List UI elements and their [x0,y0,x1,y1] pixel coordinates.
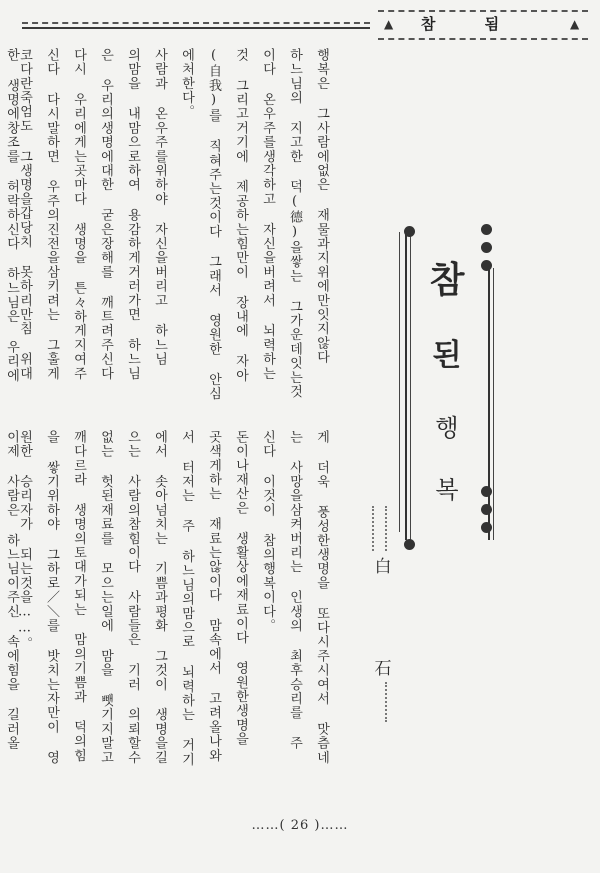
text-column: 원한 승리자가 되는것을……。 [17,430,32,651]
ornament-dot [481,522,492,533]
article-title-char: 행 [435,414,459,442]
ornament-dot [481,224,492,235]
text-column: 코다란죽엄도 그생명을갑당치 못하리만침 위대 [17,48,32,381]
header-rule-left-solid [22,27,370,29]
text-column: 서 터저는 주 하느님의맘으로 뇌력하는 거기 [179,430,194,767]
text-column: 하느님의 지고한 덕(德)을쌓는 그가운데잇는것 [287,48,302,399]
text-column: 으는 사람의참힘이다 사람들은 기러 의뢰할수 [125,430,140,765]
text-column: 곳색게하는 재료는않이다 맘속에서 고려올나와 [206,430,221,763]
ornament-dot [481,504,492,515]
text-column: 는 사망을삼켜버리는 인생의 최후승리를 주 [287,430,302,751]
header-rule-left [22,22,370,24]
text-column: 한 생명에창조를 허락하신다 하느님은 우리에 [4,48,19,383]
ornament-dot [481,260,492,271]
text-column: 게 더욱 풍성한생명을 또다시주시여서 맛츰네 [314,430,329,765]
title-frame-rule [399,232,400,532]
author-char: 石 [374,659,392,679]
text-column: 이제 사람은 하느님이주신 속에힘을 길러올 [4,430,19,751]
article-title-char: 참 [429,259,465,301]
header-right-triangle-icon: ▲ [570,17,580,31]
text-column: 에처한다。 [179,48,194,119]
text-column: 행복은 그사람에없은 재물과지위에만잇지않다 [314,48,329,365]
ornament-dot [404,226,415,237]
text-column: 사람과 온우주를위하야 자신을버리고 하느님 [152,48,167,367]
text-column: 신다 다시말하면 우주의진전을삼키려는 그훌게 [44,48,59,381]
article-title-char: 복 [435,476,459,504]
text-column: 신다 이것이 참의행복이다。 [260,430,275,633]
text-column: (自我)를 직혀주는것이다 그래서 영원한 안심 [206,48,221,401]
text-column: 은 우리의생명에대한 굳은장해를 깨트려주신다 [98,48,113,381]
text-column: 이다 온우주를생각하고 자신을버려서 뇌력하는 [260,48,275,381]
article-title-char: 된 [432,338,462,373]
text-column: 깨다르라 생명의토대가되는 맘의기쁨과 덕의힘 [71,430,86,763]
title-frame-rule [493,268,494,540]
author-char: 白 [374,557,392,577]
author-dots [385,506,387,551]
header-left-triangle-icon: ▲ [384,17,394,31]
text-column: 에서 솟아넘치는 기쁨과평화 그것이 생명을길 [152,430,167,765]
text-column: 것 그리고거기에 제공하는힘만이 장내에 자아 [233,48,248,383]
title-frame-rule [488,268,490,540]
ornament-dot [404,539,415,550]
header-title: 참 됨 [420,15,522,33]
text-column: 다시 우리에게는곳마다 생명을 튼々하게지여주 [71,48,86,381]
ornament-dot [481,242,492,253]
text-column: 을 쌓기위하야 그하로／＼를 밧치는자만이 영 [44,430,59,765]
text-column: 의맘을 내맘으로하여 용감하게거러가면 하느님 [125,48,140,381]
text-column: 없는 헛된재료를 모으는일에 맘을 뺏기지말고 [98,430,113,765]
author-dots [372,506,374,551]
ornament-dot [481,486,492,497]
text-column: 돈이나재산은 생활상에재료이다 영원한생명을 [233,430,248,747]
title-frame-rule [410,232,411,540]
author-dots [385,682,387,722]
title-frame-rule [405,232,407,540]
page-number: ……( 26 )…… [251,818,349,833]
